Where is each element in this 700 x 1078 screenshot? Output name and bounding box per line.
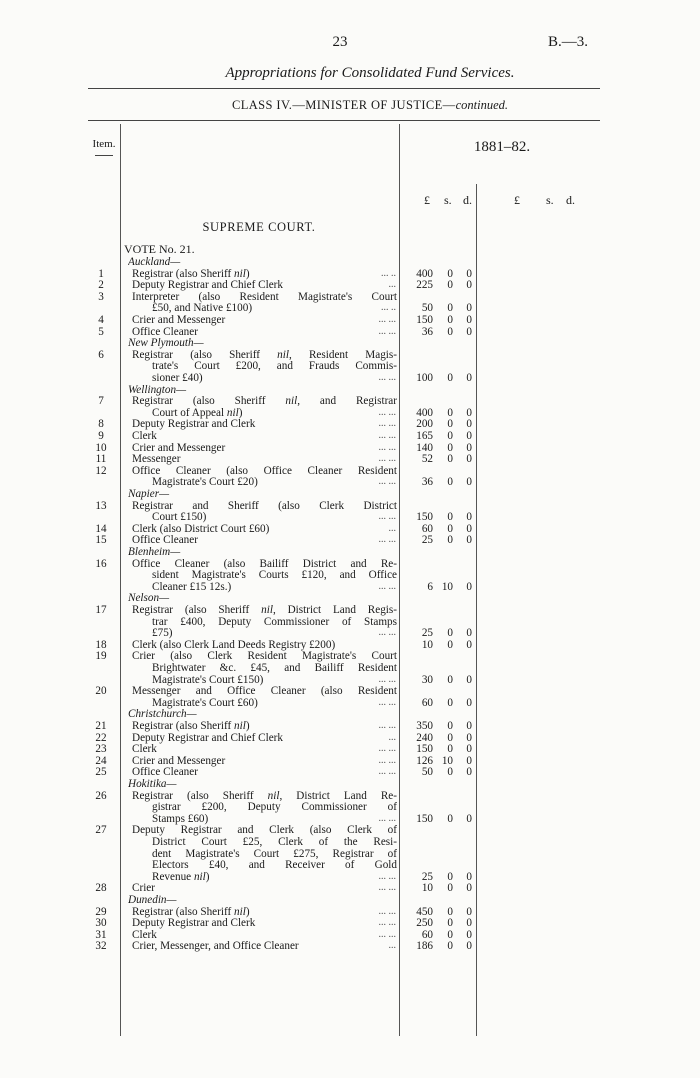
amount-shillings: 10 xyxy=(441,754,453,767)
item-number: 29 xyxy=(95,905,107,918)
amount-pence: 0 xyxy=(466,870,472,883)
item-description: Crier, Messenger, and Office Cleaner xyxy=(132,940,299,953)
line-item-row xyxy=(0,917,700,929)
line-item-row xyxy=(0,500,700,512)
amount-pence: 0 xyxy=(466,928,472,941)
amount-pounds: 400 xyxy=(416,267,433,280)
amount-pence: 0 xyxy=(466,441,472,454)
item-number: 10 xyxy=(95,441,107,454)
line-item-row xyxy=(0,940,700,952)
item-description: sioner £40) xyxy=(152,372,203,384)
item-description: Revenue nil) xyxy=(152,870,210,883)
amount-pounds: 50 xyxy=(421,302,433,315)
item-number: 4 xyxy=(98,314,104,326)
line-item-row xyxy=(0,882,700,894)
line-item-row xyxy=(0,511,700,523)
leader-dots: ... ... xyxy=(378,673,396,685)
page-title: Appropriations for Consolidated Fund Services. xyxy=(225,65,515,81)
leader-dots: ... ... xyxy=(378,406,396,418)
amount-pounds: 10 xyxy=(421,882,433,895)
amount-shillings: 0 xyxy=(447,720,453,732)
leader-dots: ... ... xyxy=(378,580,396,592)
leader-dots: ... ... xyxy=(378,325,396,337)
line-item-row xyxy=(0,766,700,778)
amount-pence: 0 xyxy=(466,812,472,825)
amount-shillings: 0 xyxy=(447,522,453,535)
header-rule-top xyxy=(88,88,600,89)
item-description: District Court £25, Clerk of the Resi- xyxy=(152,836,397,848)
district-heading-row xyxy=(0,488,700,500)
shillings-header: s. xyxy=(444,193,452,207)
amount-pounds: 60 xyxy=(421,696,433,709)
amount-pounds: 350 xyxy=(416,720,433,732)
line-item-row xyxy=(0,326,700,338)
district-heading-row xyxy=(0,894,700,906)
line-item-row xyxy=(0,674,700,686)
line-item-row xyxy=(0,279,700,291)
amount-pounds: 6 xyxy=(427,580,433,593)
item-number: 8 xyxy=(98,418,104,431)
leader-dots: ... ... xyxy=(378,418,396,430)
item-number: 28 xyxy=(95,882,107,895)
line-item-row xyxy=(0,268,700,280)
amount-pence: 0 xyxy=(466,754,472,767)
amount-pence: 0 xyxy=(466,940,472,953)
amount-pence: 0 xyxy=(466,476,472,489)
amount-pounds: 60 xyxy=(421,928,433,941)
amount-shillings: 0 xyxy=(447,406,453,419)
line-item-row xyxy=(0,604,700,616)
item-description: Crier xyxy=(132,882,155,895)
amount-pounds: 200 xyxy=(416,418,433,431)
amount-shillings: 10 xyxy=(441,580,453,593)
item-number: 5 xyxy=(98,325,104,338)
leader-dots: ... .. xyxy=(381,267,396,279)
item-number: 11 xyxy=(95,453,107,466)
district-heading: Nelson— xyxy=(128,592,170,605)
district-heading-row xyxy=(0,337,700,349)
item-description: Deputy Registrar and Clerk xyxy=(132,418,256,431)
item-description: Brightwater &c. £45, and Bailiff Resident xyxy=(152,662,397,674)
amount-shillings: 0 xyxy=(447,638,453,651)
item-description: trar £400, Deputy Commissioner of Stamps xyxy=(152,615,397,628)
amount-pounds: 250 xyxy=(416,917,433,930)
amount-shillings: 0 xyxy=(447,696,453,709)
section-title: SUPREME COURT. xyxy=(202,220,316,234)
item-description: Deputy Registrar and Clerk xyxy=(132,917,256,930)
item-description: Office Cleaner xyxy=(132,534,198,547)
line-item-row xyxy=(0,697,700,709)
item-number: 19 xyxy=(95,650,107,663)
class-title xyxy=(60,98,680,113)
amount-pence: 0 xyxy=(466,314,472,326)
amount-shillings: 0 xyxy=(447,812,453,825)
amount-pence: 0 xyxy=(466,453,472,466)
amount-shillings: 0 xyxy=(447,534,453,547)
district-heading-row xyxy=(0,546,700,558)
pound-header: £ xyxy=(424,193,430,207)
line-item-row xyxy=(0,801,700,813)
item-number: 23 xyxy=(95,743,107,756)
amount-pence: 0 xyxy=(466,325,472,338)
amount-pounds: 400 xyxy=(416,406,433,419)
amount-shillings: 0 xyxy=(447,882,453,895)
line-item-row xyxy=(0,291,700,303)
line-item-row xyxy=(0,732,700,744)
pound-header-total: £ xyxy=(514,193,520,207)
year-heading: 1881–82. xyxy=(473,139,531,155)
amount-pence: 0 xyxy=(466,905,472,918)
amount-shillings: 0 xyxy=(447,743,453,756)
pence-header-total: d. xyxy=(566,193,575,207)
line-item-row xyxy=(0,418,700,430)
item-description: Office Cleaner (also Office Cleaner Resident xyxy=(132,464,397,477)
amount-pounds: 225 xyxy=(416,279,433,292)
district-heading: Christchurch— xyxy=(128,708,197,721)
amount-pence: 0 xyxy=(466,580,472,593)
item-description: Magistrate's Court £150) xyxy=(152,673,264,686)
item-number: 6 xyxy=(98,348,104,361)
item-description: Crier and Messenger xyxy=(132,754,226,767)
item-number: 3 xyxy=(98,290,104,303)
district-heading-row xyxy=(0,708,700,720)
item-number: 7 xyxy=(98,395,104,408)
amount-pounds: 25 xyxy=(421,870,433,883)
item-description: Registrar (also Sheriff nil, District Land Re- xyxy=(132,789,397,802)
item-number: 21 xyxy=(95,720,107,732)
item-description: Electors £40, and Receiver of Gold xyxy=(152,859,397,872)
leader-dots: ... ... xyxy=(378,743,396,755)
amount-pounds: 450 xyxy=(416,905,433,918)
item-description: Crier (also Clerk Resident Magistrate's Court xyxy=(132,650,397,663)
leader-dots: ... xyxy=(388,731,396,743)
item-description: Deputy Registrar and Clerk (also Clerk of xyxy=(132,824,397,837)
amount-pence: 0 xyxy=(466,696,472,709)
amount-pounds: 150 xyxy=(416,314,433,326)
item-description: Registrar (also Sheriff nil) xyxy=(132,267,250,280)
amount-pence: 0 xyxy=(466,766,472,779)
leader-dots: ... ... xyxy=(378,766,396,778)
leader-dots: ... ... xyxy=(378,534,396,546)
amount-shillings: 0 xyxy=(447,928,453,941)
district-heading: Hokitika— xyxy=(128,778,177,790)
line-item-row xyxy=(0,430,700,442)
line-item-row xyxy=(0,929,700,941)
item-description: Court of Appeal nil) xyxy=(152,406,243,419)
line-item-row xyxy=(0,720,700,732)
line-item-row xyxy=(0,616,700,628)
leader-dots: ... ... xyxy=(378,870,396,882)
amount-shillings: 0 xyxy=(447,418,453,431)
item-description: Messenger and Office Cleaner (also Resident xyxy=(132,685,397,698)
amount-shillings: 0 xyxy=(447,453,453,466)
amount-pence: 0 xyxy=(466,743,472,756)
district-heading: New Plymouth— xyxy=(128,337,204,350)
leader-dots: ... ... xyxy=(378,453,396,465)
district-heading: Dunedin— xyxy=(128,894,177,906)
document-reference: B.—3. xyxy=(547,34,588,50)
item-number: 15 xyxy=(95,534,107,547)
item-number: 1 xyxy=(98,267,104,280)
leader-dots: ... xyxy=(388,522,396,534)
item-number: 13 xyxy=(95,499,107,512)
amount-shillings: 0 xyxy=(447,279,453,292)
line-item-row xyxy=(0,407,700,419)
amount-shillings: 0 xyxy=(447,766,453,779)
leader-dots: ... ... xyxy=(378,511,396,523)
item-number: 27 xyxy=(95,824,107,837)
item-number: 18 xyxy=(95,638,107,651)
item-description: dent Magistrate's Court £275, Registrar of xyxy=(152,847,397,860)
amount-pounds: 165 xyxy=(416,430,433,442)
line-item-row xyxy=(0,743,700,755)
amount-shillings: 0 xyxy=(447,325,453,338)
leader-dots: ... ... xyxy=(378,430,396,441)
amount-shillings: 0 xyxy=(447,940,453,953)
amount-shillings: 0 xyxy=(447,267,453,280)
amount-pounds: 240 xyxy=(416,731,433,744)
leader-dots: ... xyxy=(388,940,396,952)
item-description: Office Cleaner xyxy=(132,325,198,338)
district-heading-row xyxy=(0,384,700,396)
district-heading-row xyxy=(0,592,700,604)
item-number: 14 xyxy=(95,522,107,535)
amount-pounds: 36 xyxy=(421,476,433,489)
leader-dots: ... ... xyxy=(378,627,396,639)
page-number: 23 xyxy=(332,34,348,50)
line-item-row xyxy=(0,755,700,767)
amount-pounds: 150 xyxy=(416,743,433,756)
item-number: 24 xyxy=(95,754,107,767)
line-item-row xyxy=(0,395,700,407)
item-description: Clerk (also Clerk Land Deeds Registry £200) xyxy=(132,638,336,651)
amount-pence: 0 xyxy=(466,418,472,431)
line-item-row xyxy=(0,790,700,802)
line-item-row xyxy=(0,442,700,454)
leader-dots: ... .. xyxy=(381,302,396,314)
line-item-row xyxy=(0,314,700,326)
line-item-row xyxy=(0,662,700,674)
line-item-row xyxy=(0,360,700,372)
item-number: 20 xyxy=(95,685,107,698)
item-description: Messenger xyxy=(132,453,181,466)
leader-dots: ... ... xyxy=(378,372,396,383)
amount-pounds: 36 xyxy=(421,325,433,338)
item-number: 12 xyxy=(95,464,107,477)
line-item-row xyxy=(0,534,700,546)
item-description: Deputy Registrar and Chief Clerk xyxy=(132,731,283,744)
pence-header: d. xyxy=(463,193,472,207)
leader-dots: ... ... xyxy=(378,812,396,824)
leader-dots: ... ... xyxy=(378,882,396,894)
amount-pounds: 50 xyxy=(421,766,433,779)
item-description: Magistrate's Court £20) xyxy=(152,476,258,489)
amount-pounds: 126 xyxy=(416,754,433,767)
amount-shillings: 0 xyxy=(447,627,453,640)
line-item-row xyxy=(0,349,700,361)
amount-pounds: 60 xyxy=(421,522,433,535)
item-description: Deputy Registrar and Chief Clerk xyxy=(132,279,283,292)
amount-pence: 0 xyxy=(466,720,472,732)
amount-pence: 0 xyxy=(466,406,472,419)
item-number: 30 xyxy=(95,917,107,930)
line-item-row xyxy=(0,476,700,488)
amount-pence: 0 xyxy=(466,882,472,895)
amount-pence: 0 xyxy=(466,267,472,280)
line-item-row xyxy=(0,627,700,639)
item-header-underline xyxy=(95,155,113,156)
amount-pounds: 100 xyxy=(416,372,433,384)
district-heading: Blenheim— xyxy=(128,546,181,558)
item-description: Clerk xyxy=(132,430,157,442)
amount-shillings: 0 xyxy=(447,511,453,524)
line-item-row xyxy=(0,372,700,384)
amount-pounds: 150 xyxy=(416,511,433,524)
item-number: 25 xyxy=(95,766,107,779)
item-description: Court £150) xyxy=(152,511,207,524)
amount-pounds: 150 xyxy=(416,812,433,825)
line-item-row xyxy=(0,465,700,477)
amount-pence: 0 xyxy=(466,302,472,315)
item-description: £50, and Native £100) xyxy=(152,302,253,315)
leader-dots: ... ... xyxy=(378,928,396,940)
item-number: 22 xyxy=(95,731,107,744)
line-item-row xyxy=(0,558,700,570)
line-item-row xyxy=(0,848,700,860)
item-description: Stamps £60) xyxy=(152,812,209,825)
leader-dots: ... ... xyxy=(378,441,396,453)
item-description: Registrar (also Sheriff nil, District Land Regis- xyxy=(132,604,397,616)
leader-dots: ... ... xyxy=(378,917,396,929)
item-description: Registrar (also Sheriff nil) xyxy=(132,720,250,732)
leader-dots: ... ... xyxy=(378,720,396,731)
item-description: Registrar and Sheriff (also Clerk District xyxy=(132,499,397,512)
amount-pence: 0 xyxy=(466,279,472,292)
district-heading: Napier— xyxy=(128,488,170,500)
line-item-row xyxy=(0,639,700,651)
amount-pence: 0 xyxy=(466,534,472,547)
amount-shillings: 0 xyxy=(447,731,453,744)
line-item-row xyxy=(0,302,700,314)
line-item-row xyxy=(0,906,700,918)
amount-shillings: 0 xyxy=(447,917,453,930)
line-item-row xyxy=(0,824,700,836)
amount-shillings: 0 xyxy=(447,905,453,918)
item-description: Cleaner £15 12s.) xyxy=(152,580,232,593)
amount-shillings: 0 xyxy=(447,476,453,489)
item-description: trate's Court £200, and Frauds Commis- xyxy=(152,360,397,373)
amount-shillings: 0 xyxy=(447,430,453,442)
amount-pence: 0 xyxy=(466,627,472,640)
item-description: Crier and Messenger xyxy=(132,441,226,454)
class-title-main: CLASS IV.—MINISTER OF JUSTICE— xyxy=(231,98,456,112)
amount-pounds: 25 xyxy=(421,627,433,640)
leader-dots: ... ... xyxy=(378,314,396,325)
leader-dots: ... xyxy=(388,279,396,291)
class-title-continued: continued. xyxy=(455,98,509,112)
district-heading: Wellington— xyxy=(128,383,187,396)
leader-dots: ... ... xyxy=(378,476,396,488)
line-item-row xyxy=(0,523,700,535)
item-description: Clerk (also District Court £60) xyxy=(132,522,270,535)
item-description: Registrar (also Sheriff nil, Resident Magis- xyxy=(132,348,397,361)
amount-pence: 0 xyxy=(466,731,472,744)
leader-dots: ... ... xyxy=(378,905,396,917)
amount-pence: 0 xyxy=(466,372,472,384)
district-heading-row xyxy=(0,778,700,790)
item-description: Registrar (also Sheriff nil) xyxy=(132,905,250,918)
item-number: 32 xyxy=(95,940,107,953)
header-rule-bottom xyxy=(88,120,600,121)
vote-heading: VOTE No. 21. xyxy=(124,242,195,256)
line-item-row xyxy=(0,569,700,581)
line-item-row xyxy=(0,813,700,825)
item-number: 17 xyxy=(95,604,107,616)
amount-pounds: 10 xyxy=(421,638,433,651)
amount-pounds: 186 xyxy=(416,940,433,953)
line-item-row xyxy=(0,859,700,871)
line-item-row xyxy=(0,871,700,883)
line-item-row xyxy=(0,453,700,465)
line-item-row xyxy=(0,685,700,697)
amount-pence: 0 xyxy=(466,522,472,535)
item-description: £75) xyxy=(152,627,173,640)
amount-pence: 0 xyxy=(466,673,472,686)
leader-dots: ... ... xyxy=(378,696,396,708)
district-heading: Auckland— xyxy=(128,256,181,268)
amount-shillings: 0 xyxy=(447,673,453,686)
amount-pence: 0 xyxy=(466,638,472,651)
leader-dots: ... ... xyxy=(378,754,396,766)
item-number: 16 xyxy=(95,557,107,570)
line-item-row xyxy=(0,836,700,848)
amount-pence: 0 xyxy=(466,917,472,930)
line-item-row xyxy=(0,581,700,593)
shillings-header-total: s. xyxy=(546,193,554,207)
item-description: gistrar £200, Deputy Commissioner of xyxy=(152,801,397,814)
item-number: 9 xyxy=(98,430,104,442)
item-description: Crier and Messenger xyxy=(132,314,226,326)
amount-shillings: 0 xyxy=(447,441,453,454)
district-heading-row xyxy=(0,256,700,268)
line-item-row xyxy=(0,650,700,662)
item-number: 26 xyxy=(95,789,107,802)
amount-pounds: 52 xyxy=(421,453,433,466)
amount-shillings: 0 xyxy=(447,372,453,384)
item-number: 2 xyxy=(98,279,104,292)
item-number: 31 xyxy=(95,928,107,941)
item-description: sident Magistrate's Courts £120, and Office xyxy=(152,569,397,582)
item-description: Magistrate's Court £60) xyxy=(152,696,258,709)
item-description: Registrar (also Sheriff nil, and Registrar xyxy=(132,395,397,408)
amount-shillings: 0 xyxy=(447,302,453,315)
item-description: Clerk xyxy=(132,743,157,756)
amount-pounds: 140 xyxy=(416,441,433,454)
item-description: Office Cleaner xyxy=(132,766,198,779)
amount-pounds: 25 xyxy=(421,534,433,547)
item-description: Interpreter (also Resident Magistrate's Court xyxy=(132,290,397,303)
amount-pounds: 30 xyxy=(421,673,433,686)
amount-pence: 0 xyxy=(466,430,472,442)
item-description: Clerk xyxy=(132,928,157,941)
item-description: Office Cleaner (also Bailiff District and Re- xyxy=(132,557,397,570)
amount-shillings: 0 xyxy=(447,314,453,326)
amount-shillings: 0 xyxy=(447,870,453,883)
amount-pence: 0 xyxy=(466,511,472,524)
item-column-header: Item. xyxy=(92,138,116,150)
